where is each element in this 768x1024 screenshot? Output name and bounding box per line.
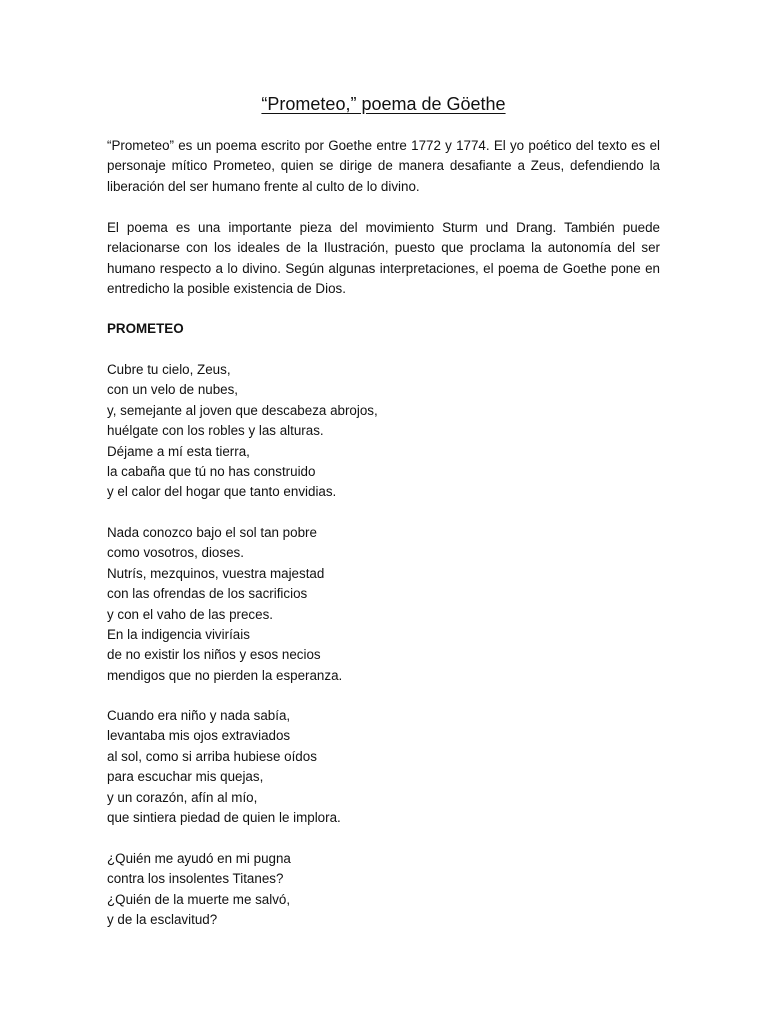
- poem-stanza-3: [107, 706, 660, 828]
- poem-line: para escuchar mis quejas,: [107, 769, 264, 785]
- poem-line: En la indigencia viviríais: [107, 627, 250, 643]
- poem-stanza-1: [107, 360, 660, 503]
- poem-line: ¿Quién me ayudó en mi pugna: [107, 851, 291, 866]
- poem-line: como vosotros, dioses.: [107, 545, 244, 561]
- poem-line: y el calor del hogar que tanto envidias.: [107, 484, 337, 500]
- poem-line: Nada conozco bajo el sol tan pobre: [107, 525, 317, 540]
- page-title: “Prometeo,” poema de Göethe: [261, 94, 506, 114]
- poem-line: la cabaña que tú no has construido: [107, 464, 316, 480]
- poem-line: al sol, como si arriba hubiese oídos: [107, 748, 317, 764]
- poem-line: levantaba mis ojos extraviados: [107, 728, 291, 744]
- poem-line: y de la esclavitud?: [107, 912, 218, 928]
- poem-line: mendigos que no pierden la esperanza.: [107, 667, 343, 683]
- poem-line: que sintiera piedad de quien le implora.: [107, 810, 341, 826]
- poem-line: Déjame a mí esta tierra,: [107, 443, 250, 459]
- poem-line: contra los insolentes Titanes?: [107, 871, 284, 887]
- poem-line: de no existir los niños y esos necios: [107, 647, 321, 663]
- poem-stanza-4: [107, 849, 660, 931]
- intro-paragraph: “Prometeo” es un poema escrito por Goethe entre 1772 y 1774. El yo poético del texto es el personaje mítico Prometeo, quien se dirige de manera desafiante a Zeus, defendiendo la liberación del ser humano frente al culto de lo divino.: [107, 138, 660, 194]
- context-paragraph: El poema es una importante pieza del movimiento Sturm und Drang. También puede relacionarse con los ideales de la Ilustración, puesto que proclama la autonomía del ser humano respecto a lo divino. Según algunas interpretaciones, el poema de Goethe pone en entredicho la posible existencia de Dios.: [107, 220, 660, 297]
- poem-line: Cubre tu cielo, Zeus,: [107, 362, 231, 377]
- poem-stanza-2: [107, 523, 660, 686]
- poem-line: con las ofrendas de los sacrificios: [107, 586, 308, 602]
- poem-heading: PROMETEO: [107, 321, 184, 336]
- poem-line: Nutrís, mezquinos, vuestra majestad: [107, 565, 325, 581]
- poem-line: y con el vaho de las preces.: [107, 606, 273, 622]
- poem-line: y un corazón, afín al mío,: [107, 789, 258, 805]
- poem-line: y, semejante al joven que descabeza abrojos,: [107, 402, 378, 418]
- poem-line: huélgate con los robles y las alturas.: [107, 423, 324, 439]
- poem-line: Cuando era niño y nada sabía,: [107, 708, 291, 723]
- poem-line: ¿Quién de la muerte me salvó,: [107, 891, 291, 907]
- poem-line: con un velo de nubes,: [107, 382, 239, 398]
